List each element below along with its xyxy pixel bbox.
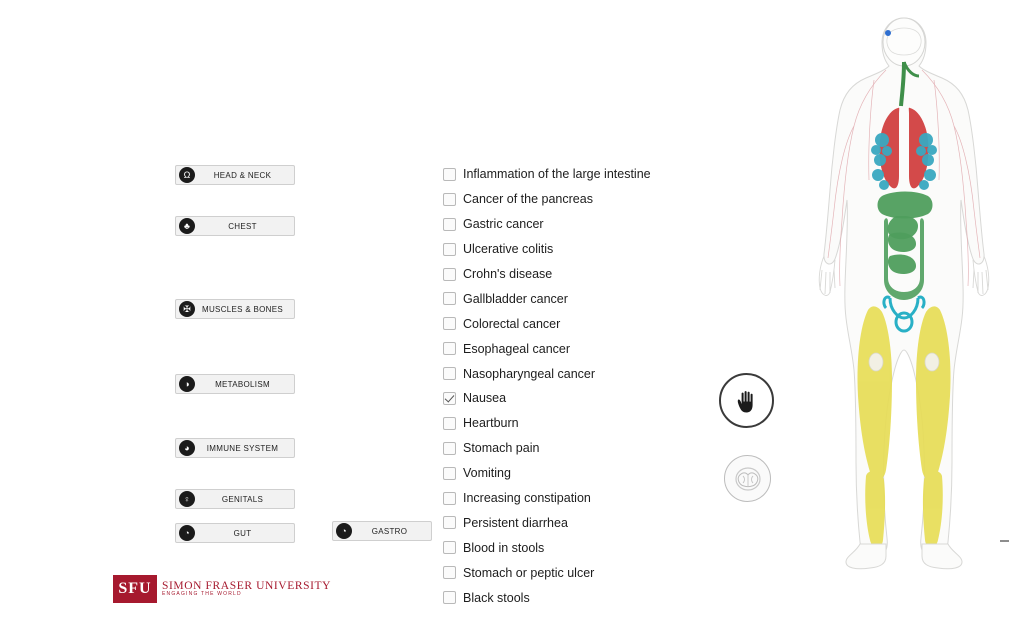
metabolism-icon: ◑ [179, 376, 195, 392]
symptom-label: Esophageal cancer [463, 341, 571, 356]
symptom-checkbox[interactable] [443, 218, 456, 231]
sfu-tagline: ENGAGING THE WORLD [162, 591, 242, 598]
list-item[interactable] [443, 187, 703, 212]
list-item[interactable] [443, 262, 703, 287]
symptom-label: Inflammation of the large intestine [463, 167, 651, 182]
list-item[interactable] [443, 311, 703, 336]
sidebar-item-label: IMMUNE SYSTEM [206, 443, 279, 453]
symptom-label: Colorectal cancer [463, 316, 561, 331]
symptom-checkbox[interactable] [443, 317, 456, 330]
headphones-icon: Ω [179, 167, 195, 183]
list-item[interactable] [443, 436, 703, 461]
submenu-item-label: GASTRO [371, 526, 408, 536]
list-item[interactable] [443, 535, 703, 560]
list-item[interactable] [443, 212, 703, 237]
symptom-checkbox[interactable] [443, 591, 456, 604]
symptom-label: Cancer of the pancreas [463, 192, 593, 207]
list-item[interactable] [443, 585, 703, 610]
brain-button[interactable] [724, 455, 771, 502]
symptom-checkbox[interactable] [443, 541, 456, 554]
head-marker [885, 30, 891, 36]
sfu-university-name: SIMON FRASER UNIVERSITY [162, 580, 332, 593]
head-region [883, 18, 925, 66]
shield-icon: ◕ [179, 440, 195, 456]
symptom-label: Nasopharyngeal cancer [463, 366, 596, 381]
symptom-label: Gastric cancer [463, 217, 544, 232]
symptom-label: Vomiting [463, 466, 511, 481]
list-item[interactable] [443, 336, 703, 361]
sidebar-item-label: MUSCLES & BONES [202, 304, 283, 314]
symptom-checkbox[interactable] [443, 168, 456, 181]
genitals-icon: ♀ [179, 491, 195, 507]
symptom-label: Gallbladder cancer [463, 291, 568, 306]
symptom-label: Black stools [463, 590, 530, 605]
symptom-label: Stomach pain [463, 441, 540, 456]
list-item[interactable] [443, 386, 703, 411]
list-item[interactable] [443, 411, 703, 436]
scroll-indicator[interactable] [1000, 540, 1009, 542]
gut-icon: ◔ [336, 523, 352, 539]
symptom-checkbox[interactable] [443, 566, 456, 579]
sidebar-item-label: METABOLISM [215, 379, 270, 389]
sidebar-item-head-and-neck[interactable] [175, 165, 295, 185]
symptom-checkbox[interactable] [443, 193, 456, 206]
symptom-checkbox[interactable] [443, 392, 456, 405]
body-outline [824, 18, 984, 557]
sidebar-item-label: GUT [233, 528, 252, 538]
sfu-logo-text [162, 580, 331, 597]
list-item[interactable] [443, 560, 703, 585]
hand-icon [730, 384, 764, 418]
list-item[interactable] [443, 486, 703, 511]
sidebar-item-gut[interactable] [175, 523, 295, 543]
symptom-label: Blood in stools [463, 540, 545, 555]
symptom-checkbox[interactable] [443, 417, 456, 430]
symptom-checkbox[interactable] [443, 243, 456, 256]
sfu-logo [113, 575, 331, 603]
symptom-label: Crohn's disease [463, 267, 553, 281]
list-item[interactable] [443, 510, 703, 535]
symptom-label: Persistent diarrhea [463, 515, 568, 530]
anatomy-body-figure[interactable] [790, 10, 1018, 590]
sidebar-item-genitals[interactable] [175, 489, 295, 509]
sidebar-item-chest[interactable] [175, 216, 295, 236]
feet [846, 544, 962, 569]
symptom-label: Stomach or peptic ulcer [463, 565, 595, 580]
symptom-label: Heartburn [463, 416, 519, 431]
symptom-checkbox[interactable] [443, 268, 456, 281]
list-item[interactable] [443, 162, 703, 187]
gut-icon: ◔ [179, 525, 195, 541]
symptom-checklist [443, 162, 703, 610]
list-item[interactable] [443, 461, 703, 486]
symptom-checkbox[interactable] [443, 342, 456, 355]
brain-icon [732, 463, 764, 495]
sidebar-item-immune-system[interactable] [175, 438, 295, 458]
sidebar-item-muscles-and-bones[interactable] [175, 299, 295, 319]
symptom-checkbox[interactable] [443, 492, 456, 505]
symptom-checkbox[interactable] [443, 516, 456, 529]
sidebar-item-label: HEAD & NECK [213, 170, 272, 180]
submenu-item-gastro[interactable] [332, 521, 432, 541]
list-item[interactable] [443, 361, 703, 386]
anatomy-illustration [790, 10, 1018, 590]
lungs-icon: ♣ [179, 218, 195, 234]
sidebar-item-metabolism[interactable] [175, 374, 295, 394]
list-item[interactable] [443, 286, 703, 311]
symptom-label: Increasing constipation [463, 491, 591, 506]
symptom-label: Nausea [463, 391, 507, 406]
symptom-checkbox[interactable] [443, 467, 456, 480]
hand-button[interactable] [719, 373, 774, 428]
symptom-label: Ulcerative colitis [463, 242, 554, 257]
symptom-checkbox[interactable] [443, 292, 456, 305]
bone-icon: ✠ [179, 301, 195, 317]
joints [869, 353, 939, 371]
list-item[interactable] [443, 237, 703, 262]
symptom-checkbox[interactable] [443, 367, 456, 380]
sidebar-item-label: GENITALS [221, 494, 264, 504]
sfu-logo-mark: SFU [113, 575, 157, 603]
symptom-checkbox[interactable] [443, 442, 456, 455]
sidebar-item-label: CHEST [228, 221, 257, 231]
